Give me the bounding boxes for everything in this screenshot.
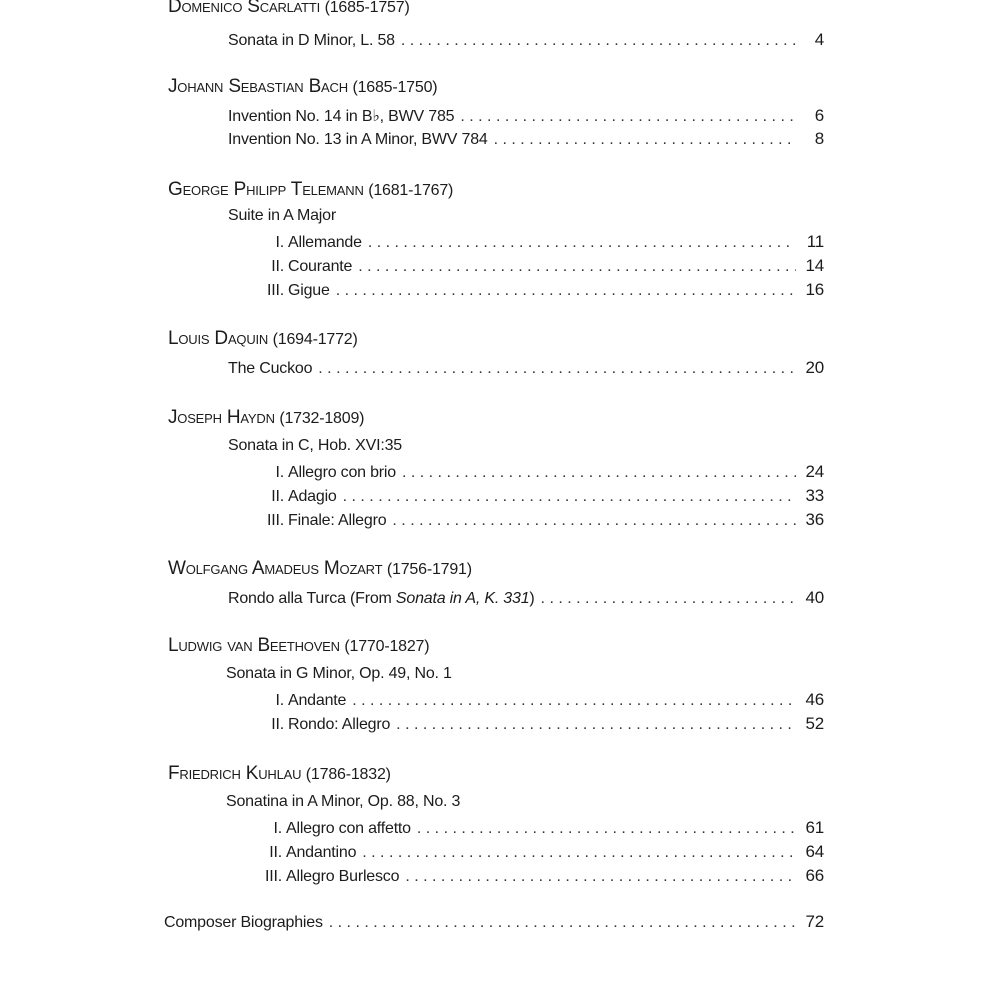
toc-entry[interactable] — [256, 818, 824, 838]
page-number: 72 — [805, 912, 824, 931]
composer-dates: (1685-1750) — [352, 79, 438, 96]
movement-title: Allegro con affetto — [286, 820, 411, 837]
composer-name: Wolfgang Amadeus Mozart — [168, 558, 383, 579]
composer-dates: (1732-1809) — [279, 410, 365, 427]
composer-heading-scarlatti — [168, 0, 410, 18]
page-number: 24 — [805, 462, 824, 481]
movement-number: II. — [271, 716, 284, 733]
page-number: 16 — [805, 280, 824, 299]
page-number: 4 — [814, 30, 824, 49]
dot-leader — [343, 488, 796, 506]
composer-name: Joseph Haydn — [168, 407, 275, 428]
entry-title — [258, 282, 330, 300]
page-number: 40 — [805, 588, 824, 607]
toc-entry-biographies[interactable] — [164, 912, 824, 932]
movement-number: III. — [265, 868, 282, 885]
movement-number: III. — [267, 282, 284, 299]
toc-entry[interactable] — [258, 510, 824, 530]
work-title: Sonatina in A Minor, Op. 88, No. 3 — [226, 793, 461, 810]
composer-dates: (1786-1832) — [305, 766, 391, 783]
entry-title-text: ) — [529, 590, 535, 607]
entry-title — [256, 844, 356, 862]
dot-leader — [336, 282, 796, 300]
entry-title — [258, 512, 386, 530]
movement-title: Allegro con brio — [288, 464, 396, 481]
composer-heading-telemann — [168, 179, 453, 201]
dot-leader — [368, 234, 796, 252]
movement-number: II. — [271, 488, 284, 505]
dot-leader — [392, 512, 796, 530]
page-number: 52 — [805, 714, 824, 733]
entry-title — [258, 716, 390, 734]
composer-dates: (1685-1757) — [324, 0, 410, 16]
entry-title — [258, 488, 337, 506]
movement-title: Finale: Allegro — [288, 512, 387, 529]
entry-title — [256, 868, 399, 886]
composer-name: Friedrich Kuhlau — [168, 763, 302, 784]
dot-leader — [460, 108, 796, 126]
movement-title: Allegro Burlesco — [286, 868, 400, 885]
page-number: 36 — [805, 510, 824, 529]
movement-title: Adagio — [288, 488, 337, 505]
movement-title: Allemande — [288, 234, 362, 251]
toc-entry[interactable] — [258, 462, 824, 482]
composer-name: Louis Daquin — [168, 328, 269, 349]
entry-title — [256, 820, 411, 838]
page-number: 33 — [805, 486, 824, 505]
composer-dates: (1681-1767) — [368, 182, 454, 199]
composer-dates: (1770-1827) — [344, 638, 430, 655]
composer-heading-kuhlau — [168, 763, 391, 785]
entry-title: Invention No. 14 in B♭, BWV 785 — [228, 108, 455, 125]
composer-name: George Philipp Telemann — [168, 179, 364, 200]
dot-leader — [352, 692, 796, 710]
movement-number: I. — [275, 464, 284, 481]
toc-entry[interactable] — [258, 690, 824, 710]
dot-leader — [494, 131, 796, 149]
composer-dates: (1756-1791) — [386, 561, 472, 578]
movement-title: Gigue — [288, 282, 330, 299]
dot-leader — [405, 868, 796, 886]
toc-entry[interactable] — [228, 588, 824, 608]
page-number: 66 — [805, 866, 824, 885]
work-title: Sonata in C, Hob. XVI:35 — [228, 437, 402, 454]
page-number: 14 — [805, 256, 824, 275]
work-title: Suite in A Major — [228, 207, 336, 224]
entry-title: Invention No. 13 in A Minor, BWV 784 — [228, 131, 488, 148]
toc-entry[interactable] — [228, 358, 824, 378]
page-number: 6 — [814, 106, 824, 125]
movement-number: I. — [275, 234, 284, 251]
page-number: 46 — [805, 690, 824, 709]
dot-leader — [417, 820, 796, 838]
toc-entry[interactable] — [228, 30, 824, 50]
entry-title: The Cuckoo — [228, 360, 313, 377]
page-number: 64 — [805, 842, 824, 861]
toc-entry[interactable] — [258, 256, 824, 276]
toc-entry[interactable] — [258, 714, 824, 734]
work-title: Sonata in G Minor, Op. 49, No. 1 — [226, 665, 452, 682]
entry-title — [258, 692, 346, 710]
dot-leader — [402, 464, 796, 482]
entry-title — [258, 464, 396, 482]
page-number: 11 — [806, 232, 824, 251]
toc-entry[interactable] — [256, 866, 824, 886]
entry-title-italic: Sonata in A, K. 331 — [395, 590, 530, 607]
movement-number: I. — [273, 820, 282, 837]
movement-number: II. — [271, 258, 284, 275]
entry-title-text: Rondo alla Turca (From — [228, 590, 396, 607]
composer-heading-mozart — [168, 558, 472, 580]
entry-title: Composer Biographies — [164, 914, 323, 931]
entry-title — [258, 258, 352, 276]
page-number: 20 — [805, 358, 824, 377]
composer-name: Domenico Scarlatti — [168, 0, 321, 17]
entry-title — [258, 234, 362, 252]
dot-leader — [396, 716, 796, 734]
entry-title: Sonata in D Minor, L. 58 — [228, 32, 395, 49]
toc-entry[interactable] — [258, 280, 824, 300]
composer-heading-haydn — [168, 407, 364, 429]
movement-title: Andantino — [286, 844, 357, 861]
dot-leader — [362, 844, 796, 862]
dot-leader — [541, 590, 796, 608]
composer-dates: (1694-1772) — [272, 331, 358, 348]
movement-title: Andante — [288, 692, 347, 709]
movement-number: III. — [267, 512, 284, 529]
toc-entry[interactable] — [258, 232, 824, 252]
composer-name: Ludwig van Beethoven — [168, 635, 340, 656]
movement-title: Rondo: Allegro — [288, 716, 391, 733]
movement-title: Courante — [288, 258, 353, 275]
toc-entry[interactable] — [228, 129, 824, 149]
composer-heading-beethoven — [168, 635, 429, 657]
page-number: 61 — [805, 818, 824, 837]
composer-heading-daquin — [168, 328, 358, 350]
dot-leader — [401, 32, 796, 50]
dot-leader — [358, 258, 796, 276]
toc-entry[interactable] — [258, 486, 824, 506]
composer-heading-bach — [168, 76, 437, 98]
dot-leader — [318, 360, 796, 378]
toc-entry[interactable] — [228, 106, 824, 126]
dot-leader — [329, 914, 796, 932]
toc-entry[interactable] — [256, 842, 824, 862]
movement-number: I. — [275, 692, 284, 709]
page-number: 8 — [814, 129, 824, 148]
entry-title — [228, 590, 535, 608]
composer-name: Johann Sebastian Bach — [168, 76, 348, 97]
movement-number: II. — [269, 844, 282, 861]
